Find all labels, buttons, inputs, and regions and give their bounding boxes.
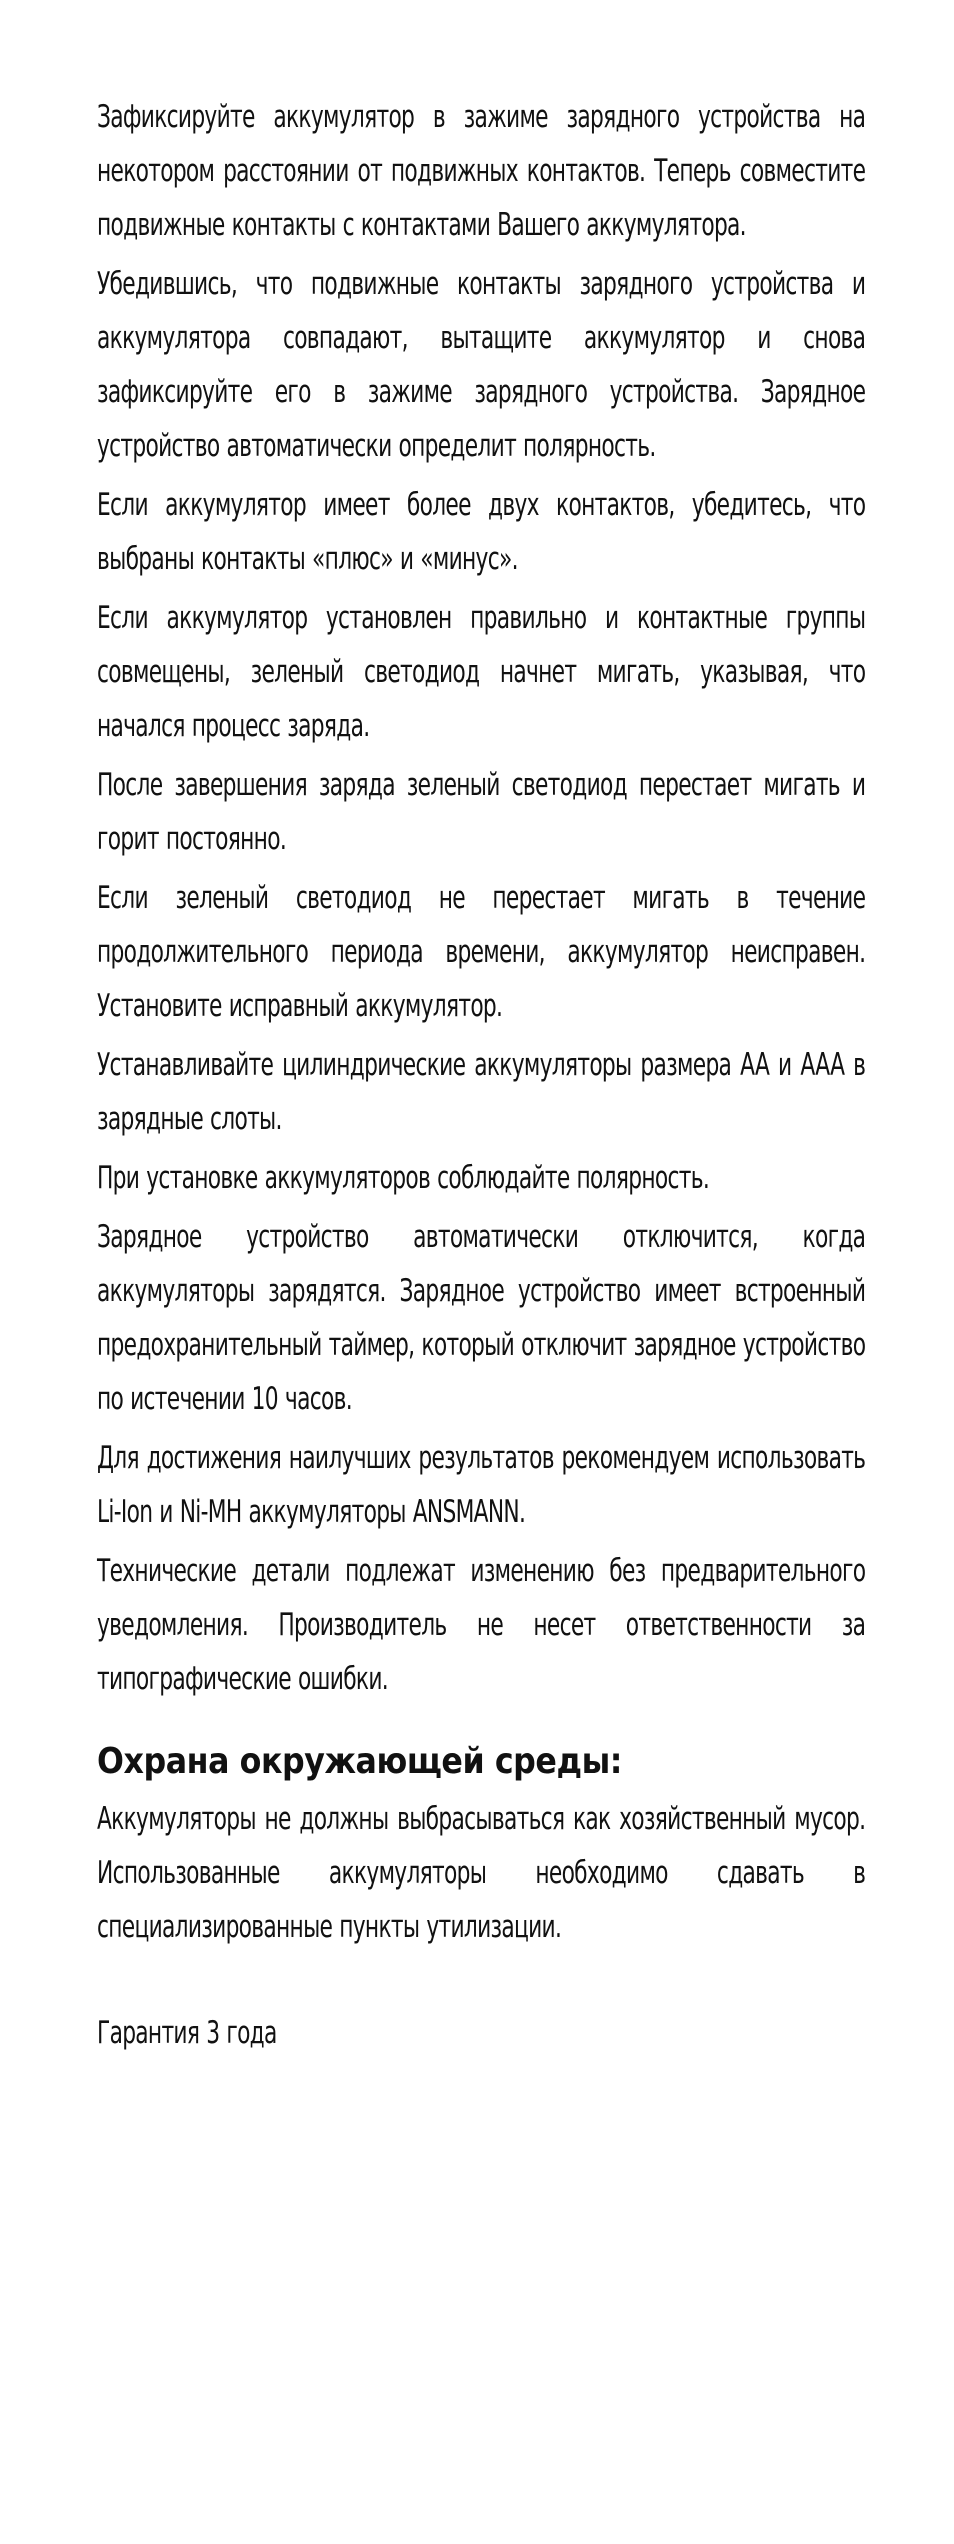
paragraph-cylindrical-slots: Устанавливайте цилиндрические аккумуляторы размера AA и AAA в зарядные слоты. xyxy=(97,1047,866,1137)
paragraph-polarity-detection: Убедившись, что подвижные контакты зарядного устройства и аккумулятора совпадают, вытащите аккумулятор и снова зафиксируйте его в зажиме зарядного устройства. Зарядное устройство автоматически определит полярность. xyxy=(97,266,866,464)
paragraph-recommendation: Для достижения наилучших результатов рекомендуем использовать Li-Ion и Ni-MH аккумуляторы ANSMANN. xyxy=(97,1440,866,1530)
environment-heading: Охрана окружающей среды: xyxy=(97,1741,623,1782)
manual-page xyxy=(97,90,865,2065)
paragraph-auto-shutoff: Зарядное устройство автоматически отключится, когда аккумуляторы зарядятся. Зарядное устройство имеет встроенный предохранительный таймер, который отключит зарядное устройство по истечении 10 часов. xyxy=(97,1219,866,1417)
paragraph-charge-complete: После завершения заряда зеленый светодиод перестает мигать и горит постоянно. xyxy=(97,767,866,857)
paragraph-led-blinking: Если аккумулятор установлен правильно и контактные группы совмещены, зеленый светодиод начнет мигать, указывая, что начался процесс заряда. xyxy=(97,600,866,744)
paragraph-fix-battery: Зафиксируйте аккумулятор в зажиме зарядного устройства на некотором расстоянии от подвижных контактов. Теперь совместите подвижные контакты с контактами Вашего аккумулятора. xyxy=(97,99,866,243)
paragraph-disclaimer: Технические детали подлежат изменению без предварительного уведомления. Производитель не несет ответственности за типографические ошибки. xyxy=(97,1553,866,1697)
environment-text: Аккумуляторы не должны выбрасываться как хозяйственный мусор. Использованные аккумуляторы необходимо сдавать в специализированные пункты утилизации. xyxy=(97,1801,866,1945)
warranty-text: Гарантия 3 года xyxy=(97,2015,277,2051)
paragraph-multiple-contacts: Если аккумулятор имеет более двух контактов, убедитесь, что выбраны контакты «плюс» и «минус». xyxy=(97,487,866,577)
paragraph-faulty-battery: Если зеленый светодиод не перестает мигать в течение продолжительного периода времени, аккумулятор неисправен. Установите исправный аккумулятор. xyxy=(97,880,866,1024)
paragraph-observe-polarity: При установке аккумуляторов соблюдайте полярность. xyxy=(97,1160,710,1196)
